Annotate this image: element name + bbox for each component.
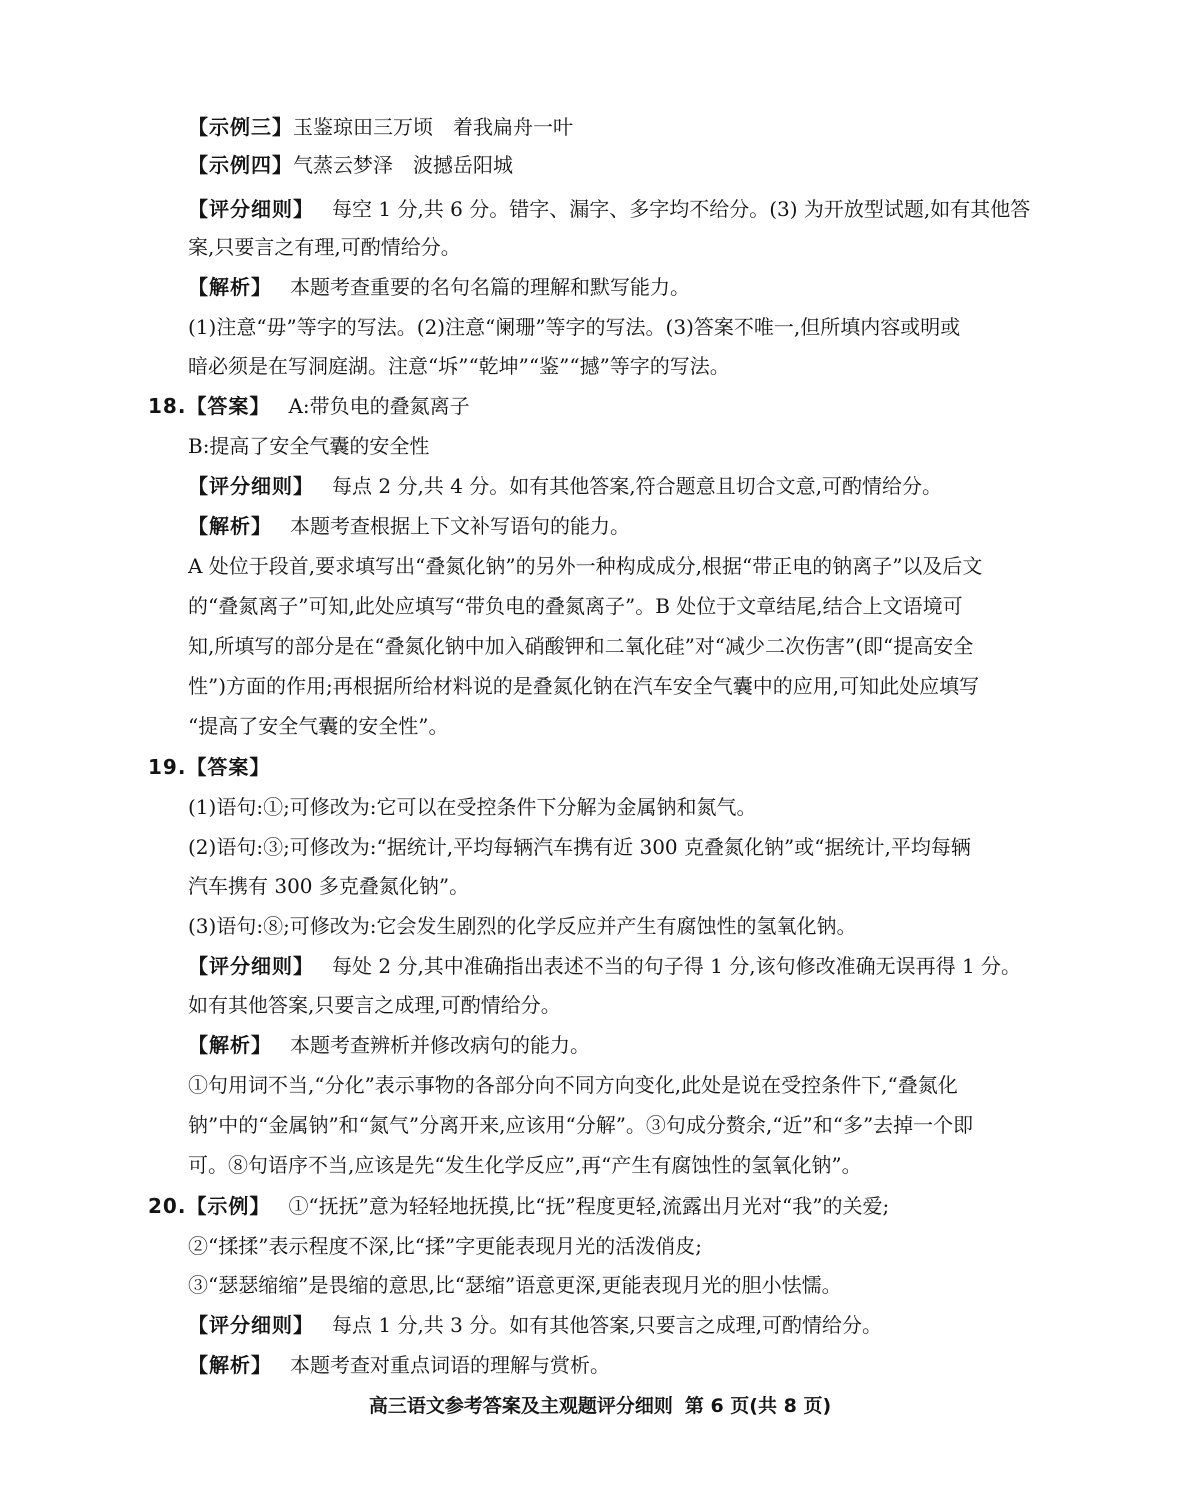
analysis-detail: (1)注意“毋”等字的写法。(2)注意“阑珊”等字的写法。(3)答案不唯一,但所填内容或明或 bbox=[188, 315, 961, 339]
q19-analysis-l2: 钠”中的“金属钠”和“氮气”分离开来,应该用“分解”。③句成分赘余,“近”和“多”去掉一个即 bbox=[188, 1113, 974, 1137]
analysis-detail-cont: 暗必须是在写洞庭湖。注意“坼”“乾坤”“鉴”“撼”等字的写法。 bbox=[188, 354, 730, 378]
q20-example-2: ②“揉揉”表示程度不深,比“揉”字更能表现月光的活泼俏皮; bbox=[188, 1234, 702, 1258]
q18-scoring: 【评分细则】 每点 2 分,共 4 分。如有其他答案,符合题意且切合文意,可酌情给分。 bbox=[188, 474, 942, 498]
q19-item-2-cont: 汽车携有 300 多克叠氮化钠”。 bbox=[188, 874, 470, 898]
q19-scoring-cont: 如有其他答案,只要言之成理,可酌情给分。 bbox=[188, 993, 561, 1017]
q19-scoring: 【评分细则】 每处 2 分,其中准确指出表述不当的句子得 1 分,该句修改准确无误再得 1 分。 bbox=[188, 954, 1022, 978]
q18-analysis-l1: A 处位于段首,要求填写出“叠氮化钠”的另外一种构成成分,根据“带正电的钠离子”以及后文 bbox=[188, 554, 983, 578]
q19-analysis-l1: ①句用词不当,“分化”表示事物的各部分向不同方向变化,此处是说在受控条件下,“叠氮化 bbox=[188, 1073, 958, 1097]
q20-example-3: ③“瑟瑟缩缩”是畏缩的意思,比“瑟缩”语意更深,更能表现月光的胆小怯懦。 bbox=[188, 1273, 842, 1297]
analysis: 【解析】 本题考查重要的名句名篇的理解和默写能力。 bbox=[188, 275, 690, 299]
page-footer bbox=[0, 1393, 1200, 1419]
page-number: 第 6 页(共 8 页) bbox=[684, 1395, 832, 1417]
example-4: 【示例四】气蒸云梦泽 波撼岳阳城 bbox=[188, 153, 513, 177]
q18-analysis-l4: 性”)方面的作用;再根据所给材料说的是叠氮化钠在汽车安全气囊中的应用,可知此处应填写 bbox=[188, 674, 980, 698]
q18-analysis-l5: “提高了安全气囊的安全性”。 bbox=[188, 714, 449, 738]
q19-item-3: (3)语句:⑧;可修改为:它会发生剧烈的化学反应并产生有腐蚀性的氢氧化钠。 bbox=[188, 914, 857, 938]
q18-analysis-l2: 的“叠氮离子”可知,此处应填写“带负电的叠氮离子”。B 处位于文章结尾,结合上文语境可 bbox=[188, 594, 963, 618]
q18-answer: 18.【答案】 A:带负电的叠氮离子 bbox=[148, 394, 470, 418]
q19-answer: 19.【答案】 bbox=[148, 755, 271, 779]
q18-analysis-l3: 知,所填写的部分是在“叠氮化钠中加入硝酸钾和二氧化硅”对“减少二次伤害”(即“提高安全 bbox=[188, 634, 974, 658]
scoring-rule: 【评分细则】 每空 1 分,共 6 分。错字、漏字、多字均不给分。(3) 为开放型试题,如有其他答 bbox=[188, 197, 1031, 221]
q19-item-1: (1)语句:①;可修改为:它可以在受控条件下分解为金属钠和氮气。 bbox=[188, 795, 757, 819]
footer-title: 高三语文参考答案及主观题评分细则 bbox=[368, 1395, 673, 1417]
q19-item-2: (2)语句:③;可修改为:“据统计,平均每辆汽车携有近 300 克叠氮化钠”或“据统计,平均每辆 bbox=[188, 835, 971, 859]
q20-analysis: 【解析】 本题考查对重点词语的理解与赏析。 bbox=[188, 1353, 610, 1377]
q20-scoring: 【评分细则】 每点 1 分,共 3 分。如有其他答案,只要言之成理,可酌情给分。 bbox=[188, 1313, 882, 1337]
q19-analysis-l3: 可。⑧句语序不当,应该是先“发生化学反应”,再“产生有腐蚀性的氢氧化钠”。 bbox=[188, 1153, 862, 1177]
q18-analysis: 【解析】 本题考查根据上下文补写语句的能力。 bbox=[188, 514, 630, 538]
example-3: 【示例三】玉鉴琼田三万顷 着我扁舟一叶 bbox=[188, 115, 573, 139]
q19-analysis: 【解析】 本题考查辨析并修改病句的能力。 bbox=[188, 1033, 590, 1057]
scoring-rule-cont: 案,只要言之有理,可酌情给分。 bbox=[188, 235, 461, 259]
q20-example: 20.【示例】 ①“抚抚”意为轻轻地抚摸,比“抚”程度更轻,流露出月光对“我”的关爱; bbox=[148, 1194, 890, 1218]
q18-answer-b: B:提高了安全气囊的安全性 bbox=[188, 434, 430, 458]
